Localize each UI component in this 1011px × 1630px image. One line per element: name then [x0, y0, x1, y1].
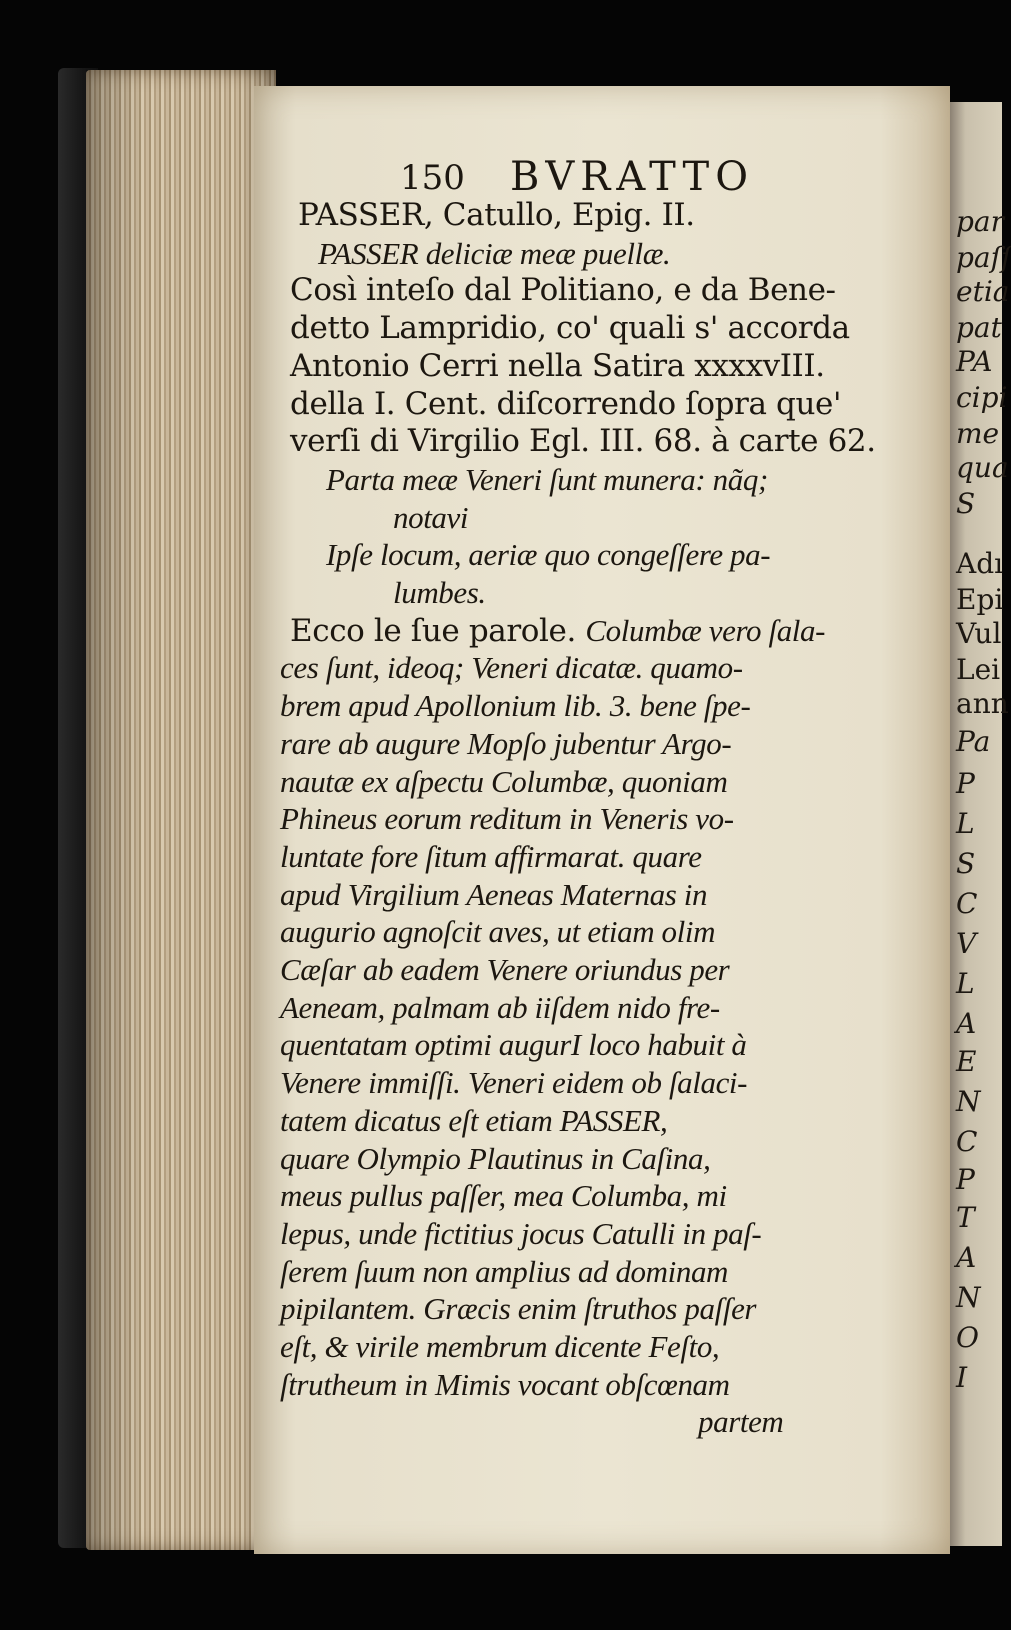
- text-line: verſi di Virgilio Egl. III. 68. à carte 62.: [290, 423, 876, 460]
- page-number: 150: [400, 158, 465, 198]
- page-edges: [86, 70, 276, 1550]
- right-page-fragment: C: [956, 1125, 978, 1158]
- text-line: Ipſe locum, aeriæ quo congeſſere pa-: [326, 537, 771, 573]
- right-page-fragment: N: [956, 1281, 981, 1314]
- text-line: Phineus eorum reditum in Veneris vo-: [280, 801, 734, 837]
- right-page-fragment: Lei: [956, 653, 1001, 686]
- text-line: eſt, & virile membrum dicente Feſto,: [280, 1329, 720, 1364]
- text-line: detto Lampridio, co' quali s' accorda: [290, 310, 850, 347]
- text-line: luntate fore ſitum affirmarat. quare: [280, 838, 702, 874]
- text-line-roman: Ecco le ſue parole.: [290, 612, 586, 649]
- right-page-fragment: T: [956, 1201, 975, 1234]
- right-page-fragment: P: [956, 767, 975, 800]
- text-line: pipilantem. Græcis enim ſtruthos paſſer: [280, 1291, 757, 1327]
- right-page-fragment: O: [956, 1321, 979, 1354]
- text-line: ſtrutheum in Mimis vocant obſcœnam: [280, 1366, 730, 1402]
- text-line: Cæſar ab eadem Venere oriundus per: [280, 952, 730, 987]
- right-page-fragment: L: [956, 967, 975, 1000]
- right-page-fragment: Epi: [956, 583, 1004, 616]
- right-page-fragment: me: [956, 417, 1000, 450]
- text-line: PASSER deliciæ meæ puellæ.: [318, 235, 671, 271]
- right-page-fragment: Vul: [956, 617, 1002, 650]
- right-page-fragment: I: [956, 1361, 968, 1394]
- right-page-fragment: ann: [956, 687, 1009, 720]
- text-line: tatem dicatus eſt etiam PASSER,: [280, 1102, 668, 1138]
- running-title: BVRATTO: [510, 154, 754, 200]
- right-page-fragment: V: [956, 927, 977, 960]
- text-line: Così inteſo dal Politiano, e da Bene-: [290, 272, 836, 309]
- text-line: ſerem ſuum non amplius ad dominam: [280, 1253, 729, 1289]
- right-page-edge: [950, 102, 1011, 1546]
- text-line: notavi: [393, 499, 469, 535]
- text-line: ces ſunt, ideoq; Veneri dicatæ. quamo-: [280, 650, 743, 686]
- text-line: lepus, unde fictitius jocus Catulli in paſ-: [280, 1215, 762, 1251]
- right-page-fragment: paſſ: [956, 241, 1011, 274]
- right-page-fragment: E: [956, 1045, 977, 1078]
- right-page-fragment: PA: [956, 345, 993, 378]
- right-page-fragment: N: [956, 1085, 981, 1118]
- right-page-fragment: S: [956, 847, 976, 880]
- text-line: rare ab augure Mopſo jubentur Argo-: [280, 725, 732, 761]
- text-line: PASSER, Catullo, Epig. II.: [298, 197, 695, 233]
- right-page-fragment: Adı: [956, 547, 1004, 580]
- right-page-fragment: etia: [956, 275, 1010, 308]
- text-line: quare Olympio Plautinus in Caſina,: [280, 1140, 711, 1176]
- right-page-fragment: cipi: [956, 381, 1008, 414]
- right-page-fragment: qua: [956, 451, 1009, 484]
- text-line: Venere immiſſi. Veneri eidem ob ſalaci-: [280, 1065, 748, 1101]
- right-page-fragment: P: [956, 1163, 975, 1196]
- right-page-fragment: par: [956, 205, 1005, 238]
- text-line: lumbes.: [393, 575, 486, 610]
- right-page-fragment: Pa: [956, 725, 991, 758]
- text-line: nautæ ex aſpectu Columbæ, quoniam: [280, 763, 728, 799]
- text-line: augurio agnoſcit aves, ut etiam olim: [280, 914, 716, 950]
- page-header: [290, 154, 915, 200]
- text-line: Aeneam, palmam ab iiſdem nido fre-: [280, 989, 720, 1025]
- text-line: partem: [698, 1404, 784, 1440]
- right-page-fragment: pat: [956, 311, 1002, 344]
- right-page-fragment: L: [956, 807, 975, 840]
- text-line: meus pullus paſſer, mea Columba, mi: [280, 1178, 727, 1214]
- right-page-fragment: A: [956, 1241, 977, 1274]
- page-text: [280, 154, 915, 1440]
- text-line-italic: Columbæ vero ſala-: [585, 612, 826, 648]
- text-line: [290, 612, 826, 649]
- right-page-fragment: C: [956, 887, 978, 920]
- right-page-fragment: A: [956, 1007, 977, 1040]
- text-line: Parta meæ Veneri ſunt munera: nãq;: [326, 461, 768, 497]
- right-page-fragment: S: [956, 487, 976, 520]
- text-line: quentatam optimi augurI loco habuit à: [280, 1027, 747, 1063]
- text-line: brem apud Apollonium lib. 3. bene ſpe-: [280, 688, 751, 724]
- text-line: Antonio Cerri nella Satira xxxxvIII.: [290, 347, 825, 384]
- text-line: della I. Cent. diſcorrendo ſopra que': [290, 385, 842, 422]
- text-line: apud Virgilium Aeneas Maternas in: [280, 876, 708, 912]
